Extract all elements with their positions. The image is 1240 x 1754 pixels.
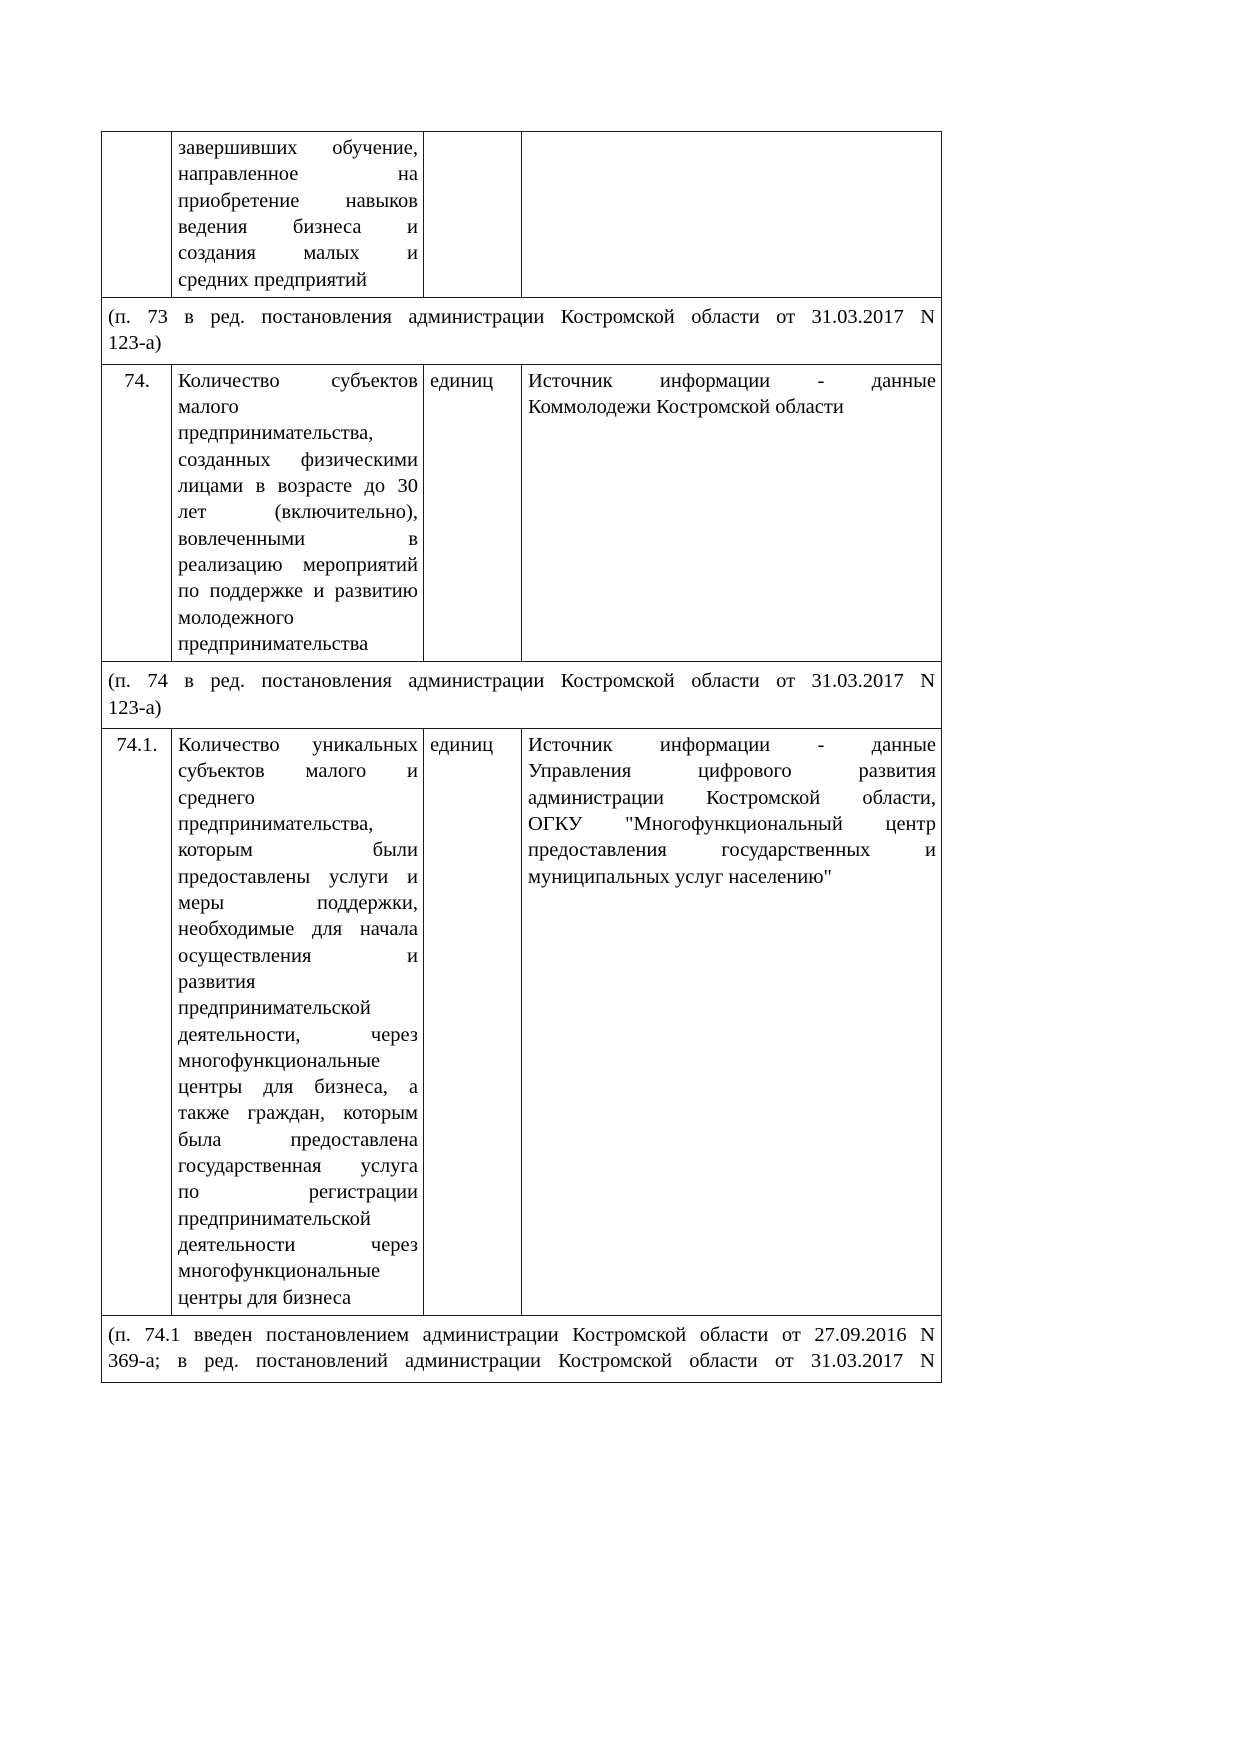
indicator-source-line: ОГКУ "Многофункциональный центр	[528, 812, 936, 835]
indicator-name-line: многофункциональные	[178, 1260, 381, 1283]
indicator-name-line: предпринимательства,	[178, 812, 374, 835]
indicator-name-line: средних предприятий	[178, 268, 367, 291]
indicator-name-line: приобретение навыков	[178, 189, 418, 212]
indicator-name-line: также граждан, которым	[178, 1102, 418, 1125]
indicator-name-line: лет (включительно),	[178, 501, 418, 524]
indicator-source-cell	[522, 132, 942, 298]
indicator-name-line: созданных физическими	[178, 448, 418, 471]
amendment-note-line: (п. 74 в ред. постановления администрации Костромской области от 31.03.2017 N	[108, 670, 935, 693]
indicator-source-cell	[522, 364, 942, 662]
row-number-cell	[102, 364, 172, 662]
indicator-source-line: муниципальных услуг населению"	[528, 865, 832, 888]
indicator-source-line: Источник информации - данные	[528, 733, 936, 756]
indicator-name-line: меры поддержки,	[178, 891, 418, 914]
indicator-name-cell	[172, 364, 424, 662]
indicator-source-cell	[522, 728, 942, 1315]
table-row-note	[102, 297, 942, 364]
indicator-name-line: развития	[178, 970, 256, 993]
indicator-name-line: необходимые для начала	[178, 918, 418, 941]
indicator-name-line: государственная услуга	[178, 1155, 418, 1178]
indicator-name-line: предпринимательской	[178, 997, 371, 1020]
indicator-unit-cell: единиц	[424, 728, 522, 1315]
amendment-note-cell	[102, 297, 942, 364]
indicator-name-line: предпринимательства,	[178, 422, 374, 445]
indicator-name-line: вовлеченными в	[178, 527, 418, 550]
table-row-note	[102, 662, 942, 729]
indicator-name-line: центры для бизнеса	[178, 1286, 352, 1309]
indicators-table	[101, 131, 942, 1383]
indicator-unit-cell: единиц	[424, 364, 522, 662]
indicator-source-line: Управления цифрового развития	[528, 760, 936, 783]
indicator-source-line: Коммолодежи Костромской области	[528, 395, 844, 418]
indicator-name-line: предпринимательской	[178, 1207, 371, 1230]
indicator-source-line: предоставления государственных и	[528, 839, 936, 862]
indicator-name-line: предоставлены услуги и	[178, 865, 418, 888]
amendment-note-cell	[102, 1316, 942, 1383]
indicator-name-line: создания малых и	[178, 242, 418, 265]
indicator-name-line: которым были	[178, 839, 418, 862]
indicator-name-line: была предоставлена	[178, 1128, 418, 1151]
indicator-name-line: направленное на	[178, 163, 418, 186]
indicator-source-line: Источник информации - данные	[528, 369, 936, 392]
indicator-name-line: деятельности, через	[178, 1023, 418, 1046]
row-number-cell	[102, 132, 172, 298]
indicator-name-line: по регистрации	[178, 1181, 418, 1204]
indicator-name-line: малого	[178, 395, 239, 418]
indicator-name-cell	[172, 728, 424, 1315]
indicator-name-line: предпринимательства	[178, 632, 369, 655]
indicator-name-line: реализацию мероприятий	[178, 553, 418, 576]
amendment-note-line: 123-а)	[108, 332, 162, 355]
indicator-name-line: ведения бизнеса и	[178, 215, 418, 238]
row-number: 74.	[124, 369, 150, 392]
table-row	[102, 132, 942, 298]
table-row-note	[102, 1316, 942, 1383]
amendment-note-cell	[102, 662, 942, 729]
amendment-note-line: 123-а)	[108, 696, 162, 719]
indicator-name-line: центры для бизнеса, а	[178, 1076, 418, 1099]
amendment-note-line: 369-а; в ред. постановлений администрации Костромской области от 31.03.2017 N	[108, 1350, 935, 1373]
indicator-name-cell	[172, 132, 424, 298]
indicator-name-line: по поддержке и развитию	[178, 580, 418, 603]
indicator-source-line: администрации Костромской области,	[528, 786, 936, 809]
indicator-name-line: субъектов малого и	[178, 760, 418, 783]
indicator-unit-cell	[424, 132, 522, 298]
table-row	[102, 364, 942, 662]
indicator-name-line: завершивших обучение,	[178, 137, 418, 159]
table-row	[102, 728, 942, 1315]
amendment-note-line: (п. 73 в ред. постановления администрации Костромской области от 31.03.2017 N	[108, 305, 935, 328]
indicator-name-line: среднего	[178, 786, 255, 809]
indicator-name-line: молодежного	[178, 606, 294, 629]
amendment-note-line: (п. 74.1 введен постановлением администрации Костромской области от 27.09.2016 N	[108, 1324, 935, 1347]
indicator-name-line: многофункциональные	[178, 1049, 381, 1072]
indicator-name-line: лицами в возрасте до 30	[178, 474, 418, 497]
indicator-name-line: Количество субъектов	[178, 369, 418, 392]
row-number-cell	[102, 728, 172, 1315]
indicator-name-line: осуществления и	[178, 944, 418, 967]
indicator-name-line: деятельности через	[178, 1234, 418, 1257]
indicator-name-line: Количество уникальных	[178, 733, 418, 756]
row-number: 74.1.	[116, 733, 158, 756]
